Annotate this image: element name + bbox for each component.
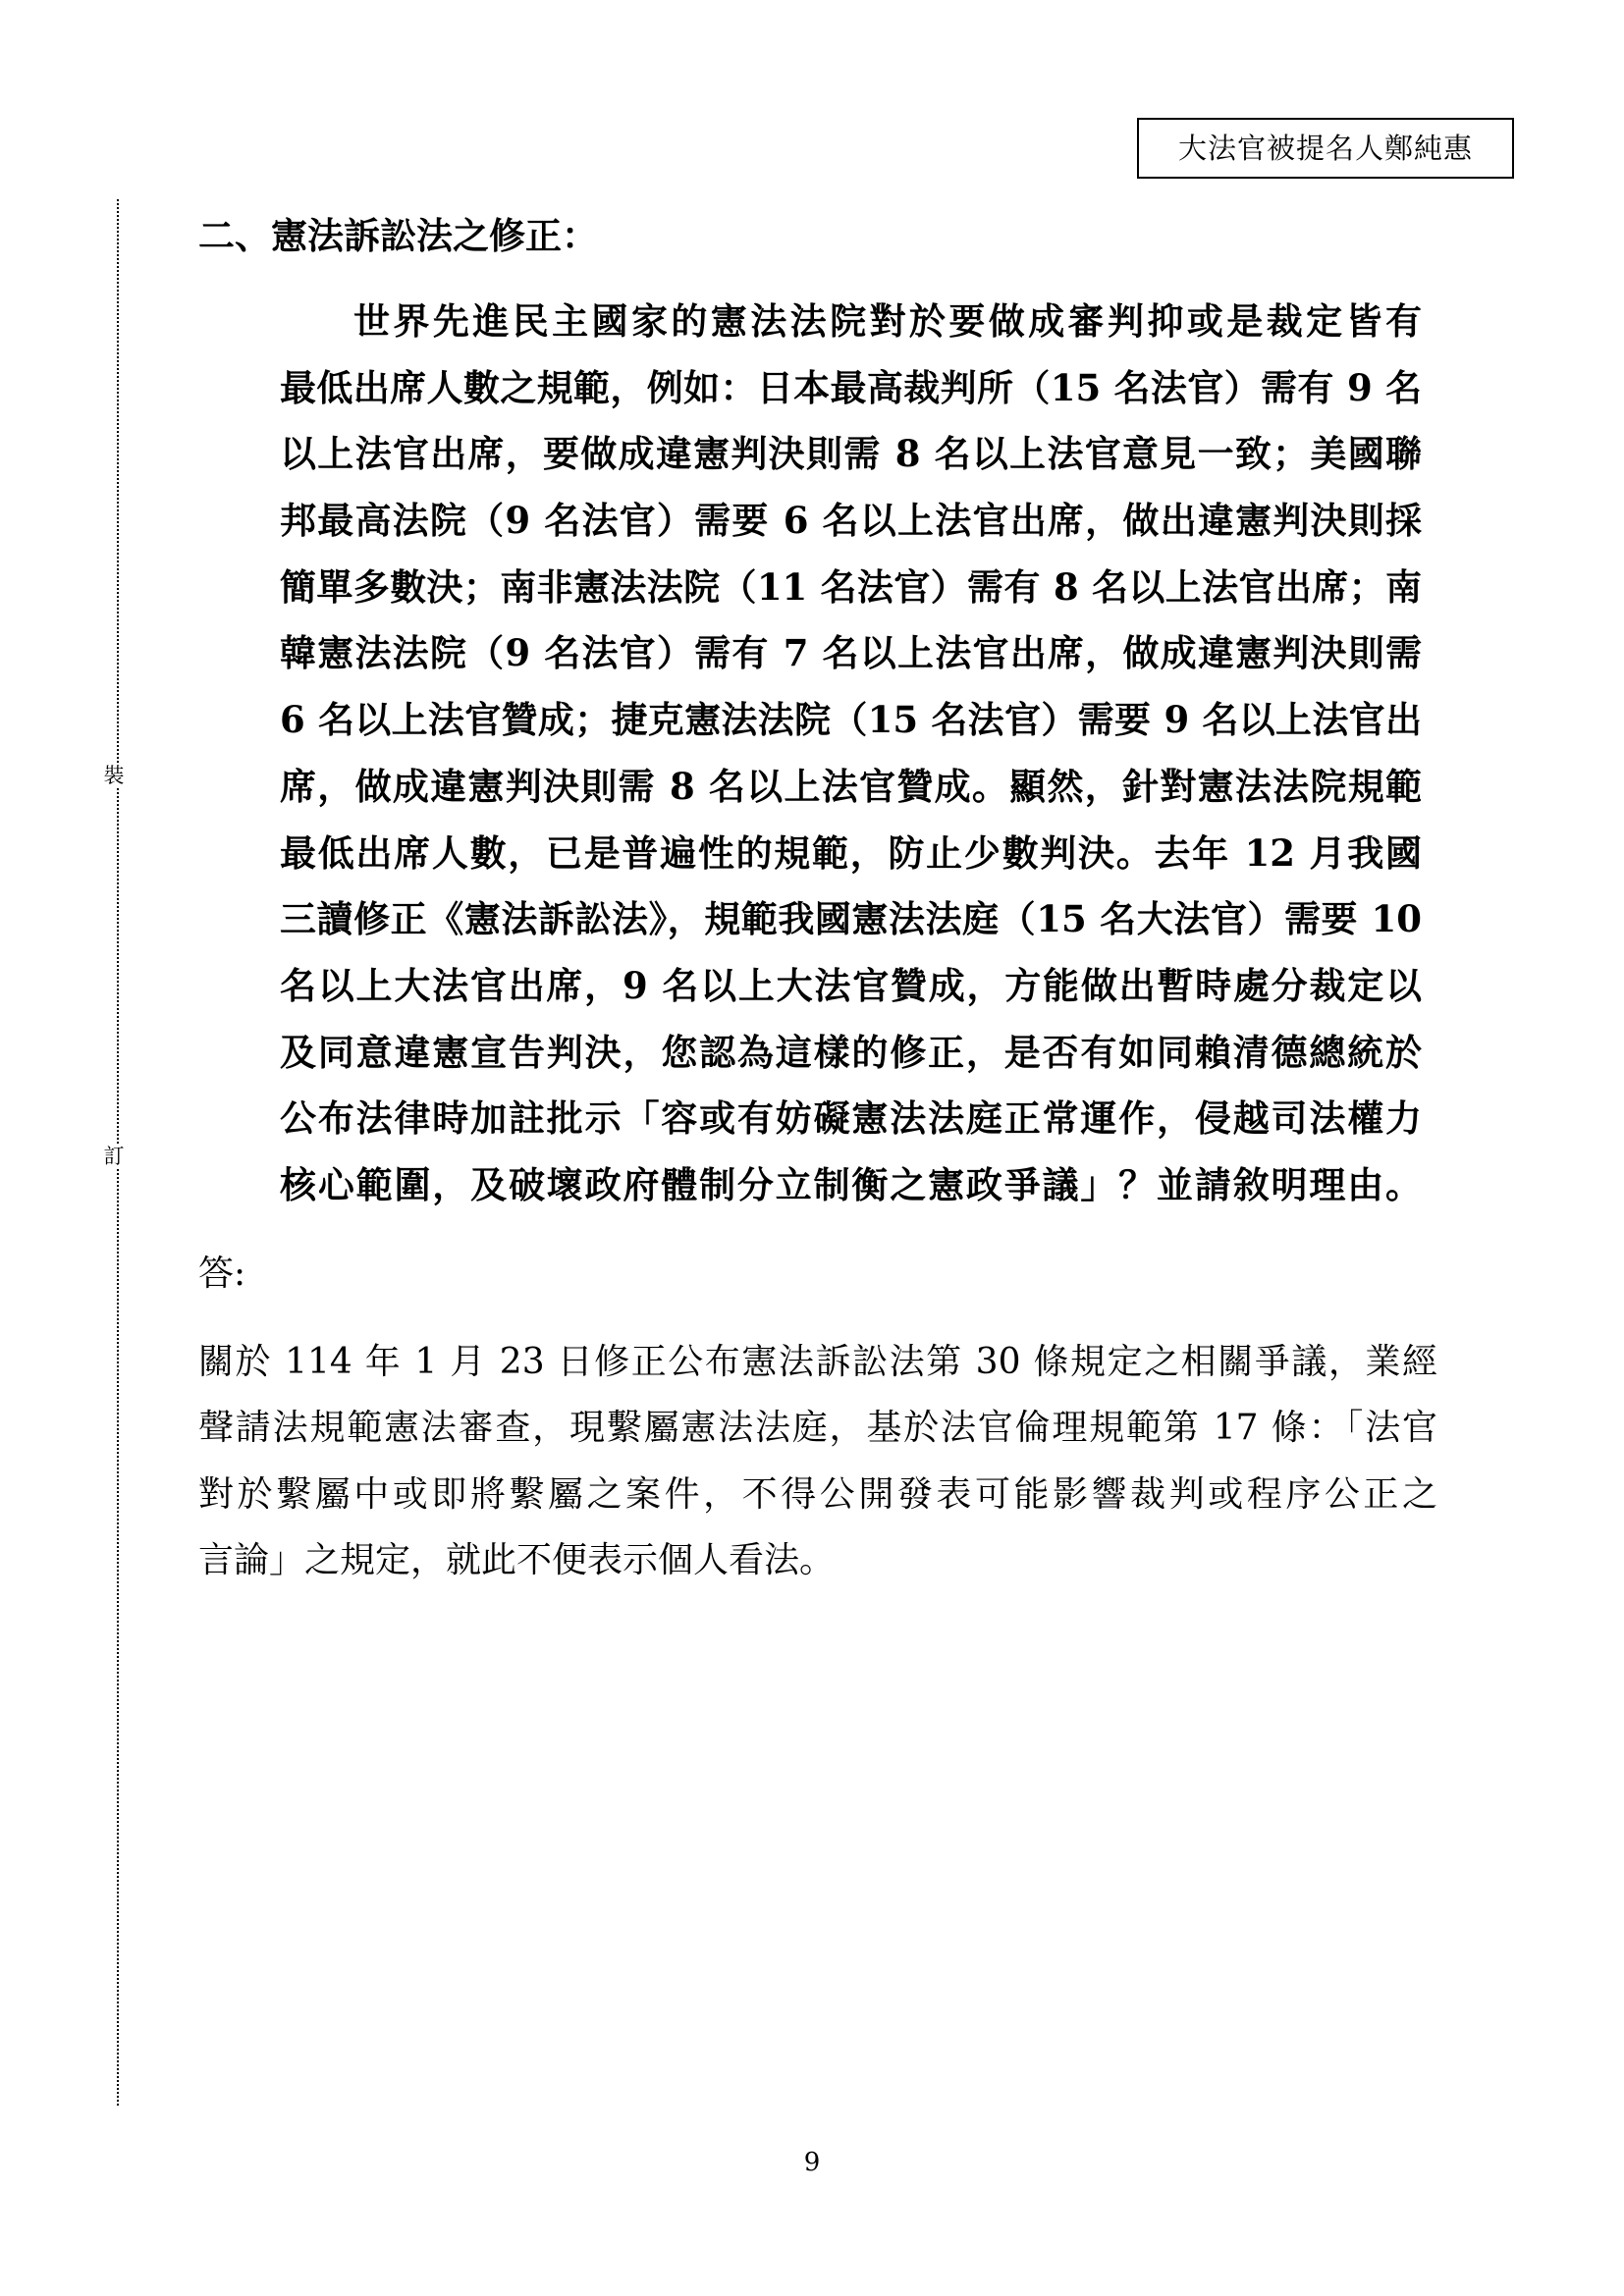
question-line: 以上法官出席，要做成違憲判決則需 8 名以上法官意見一致；美國聯: [280, 432, 1422, 475]
question-line: 及同意違憲宣告判決，您認為這樣的修正，是否有如同賴清德總統於: [280, 1031, 1422, 1074]
question-line: 席，做成違憲判決則需 8 名以上法官贊成。顯然，針對憲法法院規範: [280, 765, 1422, 808]
question-line: 6 名以上法官贊成；捷克憲法法院（15 名法官）需要 9 名以上法官出: [280, 698, 1422, 741]
answer-line: 聲請法規範憲法審查，現繫屬憲法法庭，基於法官倫理規範第 17 條：「法官: [198, 1408, 1437, 1448]
answer-line: 關於 114 年 1 月 23 日修正公布憲法訴訟法第 30 條規定之相關爭議，業經: [198, 1342, 1437, 1382]
question-line: 簡單多數決；南非憲法法院（11 名法官）需有 8 名以上法官出席；南: [280, 565, 1422, 609]
question-line: 邦最高法院（9 名法官）需要 6 名以上法官出席，做出違憲判決則採: [280, 499, 1422, 542]
answer-label: 答:: [198, 1254, 246, 1294]
question-line: 韓憲法法院（9 名法官）需有 7 名以上法官出席，做成違憲判決則需: [280, 631, 1422, 674]
answer-line: 對於繫屬中或即將繫屬之案件，不得公開發表可能影響裁判或程序公正之: [198, 1474, 1437, 1515]
binding-mark-ding: 訂: [103, 1145, 125, 1168]
question-line: 三讀修正《憲法訴訟法》，規範我國憲法法庭（15 名大法官）需要 10: [280, 897, 1422, 940]
question-line: 核心範圍，及破壞政府體制分立制衡之憲政爭議」？並請敘明理由。: [280, 1163, 1422, 1206]
page-number: 9: [803, 2148, 821, 2177]
binding-mark-zhuang: 裝: [103, 764, 125, 787]
question-line: 名以上大法官出席，9 名以上大法官贊成，方能做出暫時處分裁定以: [280, 964, 1422, 1007]
question-line: 最低出席人數，已是普遍性的規範，防止少數判決。去年 12 月我國: [280, 831, 1422, 875]
nominee-header-label: 大法官被提名人鄭純惠: [1137, 118, 1514, 179]
question-line: 世界先進民主國家的憲法法院對於要做成審判抑或是裁定皆有: [353, 299, 1422, 343]
section-heading: 二、憲法訴訟法之修正：: [198, 214, 598, 257]
question-line: 最低出席人數之規範，例如：日本最高裁判所（15 名法官）需有 9 名: [280, 366, 1422, 409]
question-line: 公布法律時加註批示「容或有妨礙憲法法庭正常運作，侵越司法權力: [280, 1096, 1422, 1140]
answer-line: 言論」之規定，就此不便表示個人看法。: [198, 1540, 836, 1580]
